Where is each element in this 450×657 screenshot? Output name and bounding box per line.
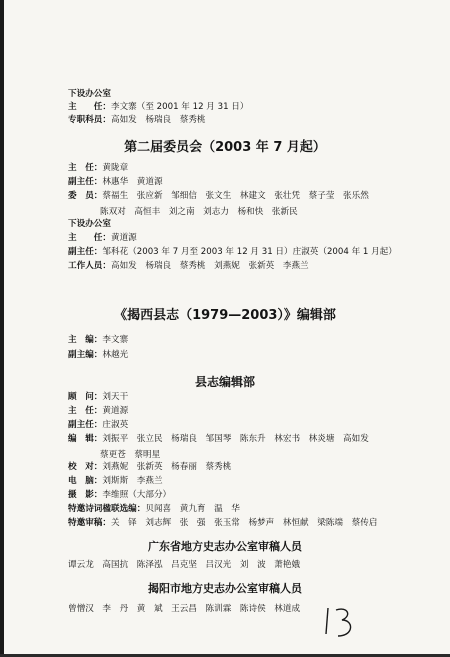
- scan-edge-left: [0, 0, 4, 657]
- county-annals-editorial-heading: 《揭西县志（1979—2003）》编辑部: [114, 308, 336, 323]
- office2-workers-row: 工作人员：高如发 杨瑞良 蔡秀桃 刘燕妮 张新英 李燕兰: [68, 261, 309, 271]
- office-director-row: 主 任：李文寨（至 2001 年 12 月 31 日）: [68, 102, 249, 112]
- photography-row: 摄 影：李维照（大部分）: [68, 490, 172, 500]
- municipal-reviewers-names: 曾憎汉 李 丹 黄 斌 王云昌 陈训霖 陈诗侯 林道成: [68, 604, 301, 614]
- committee-members-row-2: 陈双对 高恒丰 刘之南 刘志力 杨和快 张新民: [100, 207, 298, 217]
- office2-vice-row: 副主任：邹科花（2003 年 7 月至 2003 年 12 月 31 日）庄淑英（2004 年 1 月起）: [68, 247, 397, 257]
- computer-typesetting-row: 电 脑：刘斯斯 李燕兰: [68, 476, 163, 486]
- committee-vice-row: 副主任：林惠华 黄道源: [68, 177, 163, 187]
- provincial-reviewers-names: 谭云龙 高国抗 陈泽泓 吕克坚 吕汉光 刘 波 萧艳娥: [68, 560, 301, 570]
- dept-vice-row: 副主任：庄淑英: [68, 420, 129, 430]
- committee-director-row: 主 任：黄陇章: [68, 163, 129, 173]
- proofreaders-row: 校 对：刘燕妮 张新英 杨春丽 蔡秀桃: [68, 462, 232, 472]
- advisor-row: 顾 问：刘天干: [68, 392, 129, 402]
- vice-chief-editor-row: 副主编：林越光: [68, 350, 129, 360]
- municipal-office-reviewers-heading: 揭阳市地方史志办公室审稿人员: [148, 582, 302, 595]
- poem-couplet-row: 特邀诗词楹联选编：贝闻喜 黄九育 温 华: [68, 504, 240, 514]
- invited-reviewers-row: 特邀审稿：关 铎 刘志辉 张 强 张玉常 杨梦声 林恒献 梁陈端 蔡传启: [68, 518, 378, 528]
- handwritten-page-mark: [322, 604, 360, 642]
- office2-director-row: 主 任：黄道源: [68, 233, 137, 243]
- provincial-office-reviewers-heading: 广东省地方史志办公室审稿人员: [148, 540, 302, 553]
- office-staff-row: 专职科员：高如发 杨瑞良 蔡秀桃: [68, 115, 206, 125]
- committee-members-row: 委 员：蔡福生 张应新 邹细信 张文生 林建文 张壮凭 蔡子莹 张乐然: [68, 191, 369, 201]
- editors-row-2: 蔡更苍 蔡明星: [100, 450, 161, 460]
- editorial-department-heading: 县志编辑部: [194, 375, 255, 389]
- office-heading-1: 下设办公室: [68, 89, 111, 99]
- second-committee-heading: 第二届委员会（2003 年 7 月起）: [124, 140, 326, 155]
- editors-row: 编 辑：刘振平 张立民 杨瑞良 邹国琴 陈东升 林宏书 林炎塘 高如发: [68, 434, 369, 444]
- chief-editor-row: 主 编：李文寨: [68, 335, 129, 345]
- office-heading-2: 下设办公室: [68, 219, 111, 229]
- dept-director-row: 主 任：黄道源: [68, 406, 129, 416]
